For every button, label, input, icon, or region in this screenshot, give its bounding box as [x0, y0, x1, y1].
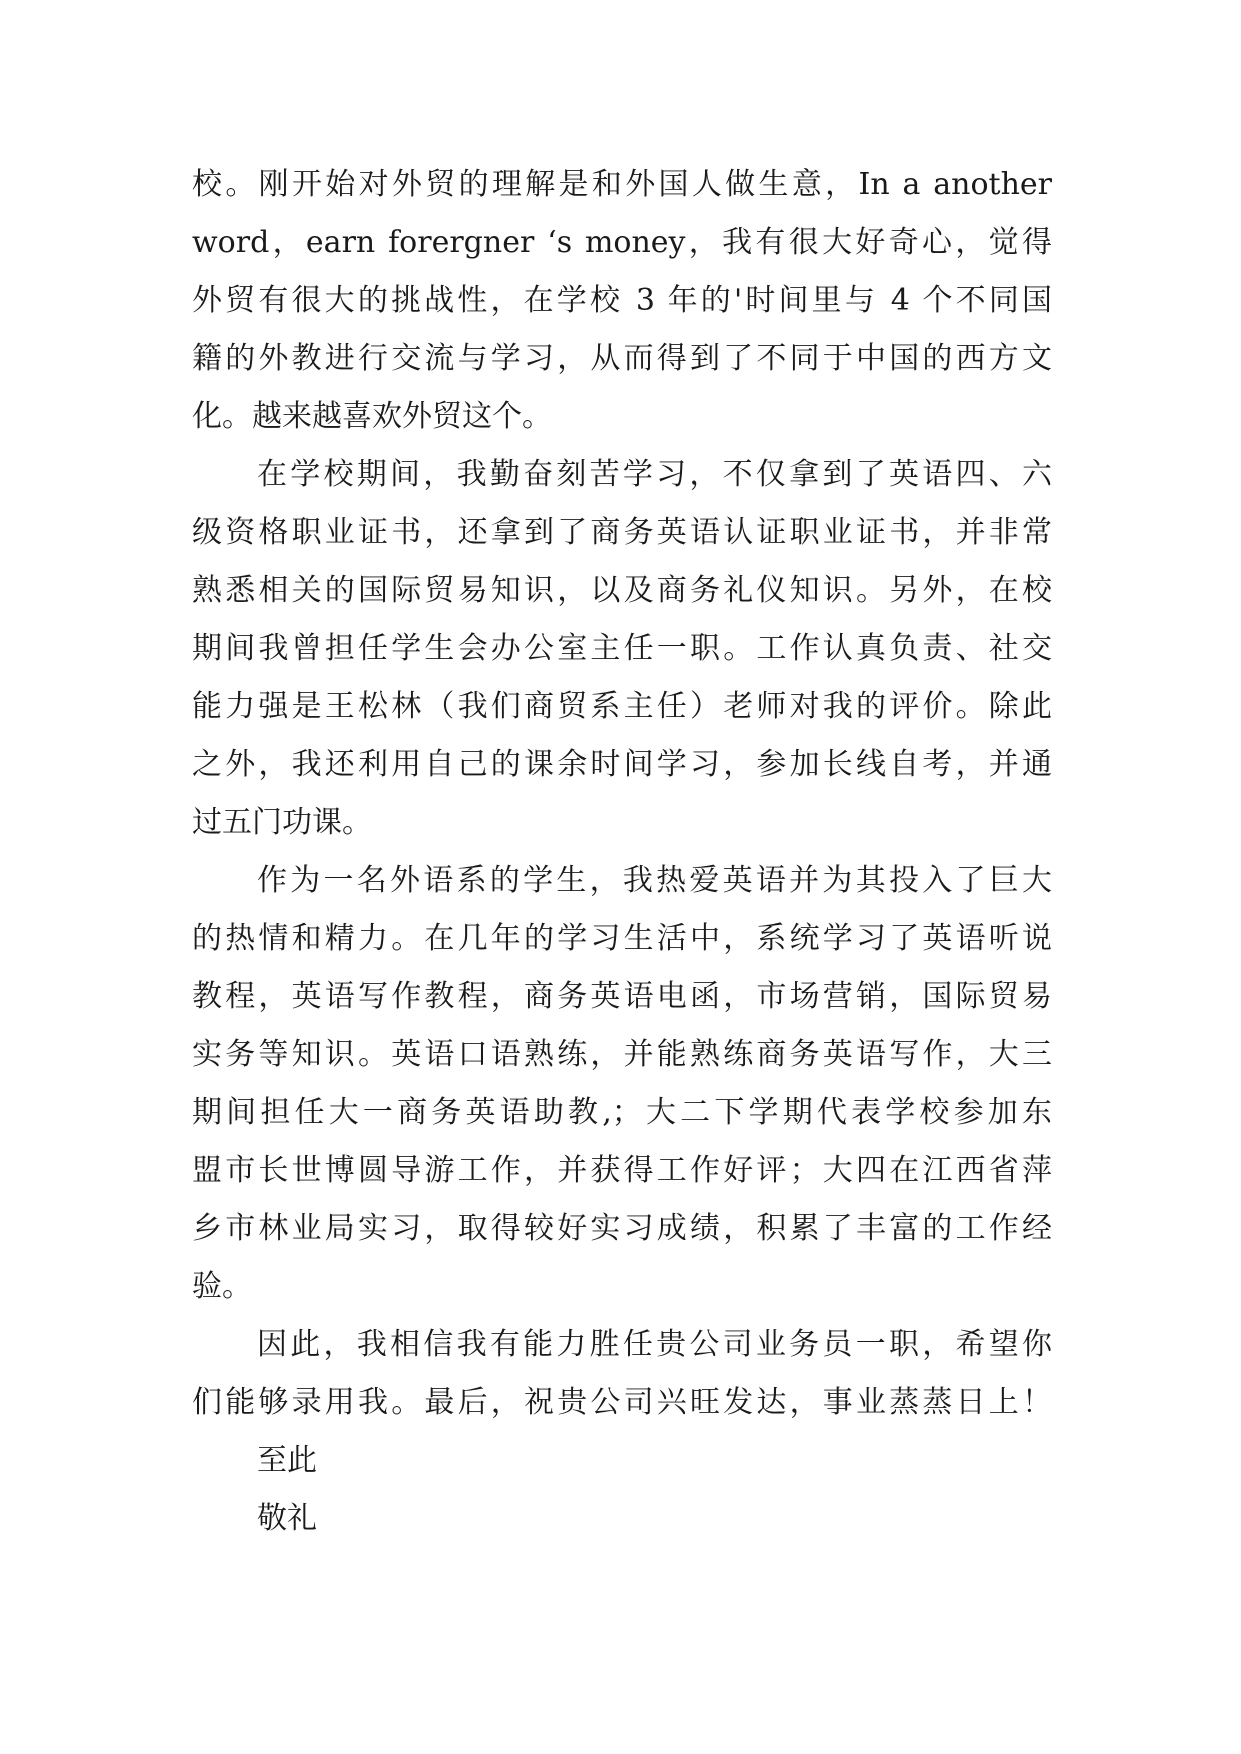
salutation-line: 敬礼: [257, 1501, 317, 1536]
text-line: 籍的外教进行交流与学习，从而得到了不同于中国的西方文: [192, 341, 1052, 376]
text-line: 能力强是王松林（我们商贸系主任）老师对我的评价。除此: [192, 689, 1052, 724]
text-line: 过五门功课。: [192, 805, 372, 840]
text-line: 实务等知识。英语口语熟练，并能熟练商务英语写作，大三: [192, 1037, 1052, 1072]
text-line: word，earn forergner ‘s money，我有很大好奇心，觉得: [192, 225, 1052, 260]
text-line: 乡市林业局实习，取得较好实习成绩，积累了丰富的工作经: [192, 1211, 1052, 1246]
closing-line: 至此: [257, 1443, 317, 1478]
text-line: 外贸有很大的挑战性，在学校 3 年的'时间里与 4 个不同国: [192, 283, 1052, 318]
text-line: 验。: [192, 1269, 252, 1304]
text-line: 熟悉相关的国际贸易知识，以及商务礼仪知识。另外，在校: [192, 573, 1052, 608]
text-line: 的热情和精力。在几年的学习生活中，系统学习了英语听说: [192, 921, 1052, 956]
text-line: 盟市长世博圆导游工作，并获得工作好评；大四在江西省萍: [192, 1153, 1052, 1188]
text-line: 期间担任大一商务英语助教,；大二下学期代表学校参加东: [192, 1095, 1052, 1130]
paragraph-first-line: 在学校期间，我勤奋刻苦学习，不仅拿到了英语四、六: [257, 457, 1052, 492]
text-line: 化。越来越喜欢外贸这个。: [192, 399, 552, 434]
text-line: 级资格职业证书，还拿到了商务英语认证职业证书，并非常: [192, 515, 1052, 550]
paragraph-first-line: 因此，我相信我有能力胜任贵公司业务员一职，希望你: [257, 1327, 1052, 1362]
text-line: 们能够录用我。最后，祝贵公司兴旺发达，事业蒸蒸日上！: [192, 1385, 1052, 1420]
text-line: 期间我曾担任学生会办公室主任一职。工作认真负责、社交: [192, 631, 1052, 666]
text-line: 之外，我还利用自己的课余时间学习，参加长线自考，并通: [192, 747, 1052, 782]
paragraph-first-line: 作为一名外语系的学生，我热爱英语并为其投入了巨大: [257, 863, 1052, 898]
text-line: 校。刚开始对外贸的理解是和外国人做生意，In a another: [192, 167, 1052, 202]
text-line: 教程，英语写作教程，商务英语电函，市场营销，国际贸易: [192, 979, 1052, 1014]
